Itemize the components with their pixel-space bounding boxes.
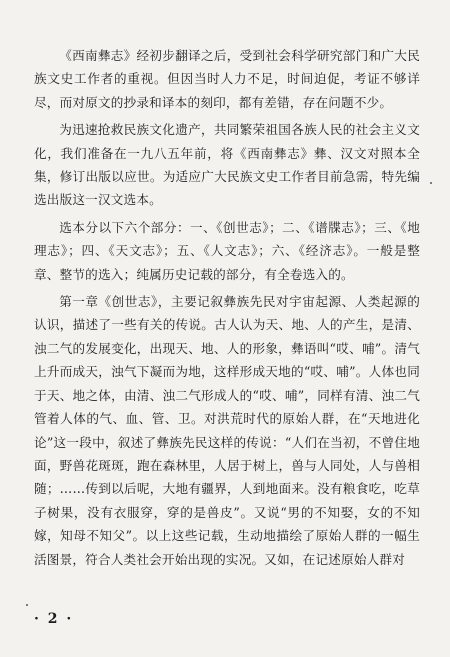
scan-speck — [430, 182, 432, 184]
paragraph-1: 《西南彝志》经初步翻译之后，受到社会科学研究部门和广大民族文史工作者的重视。但因当时人力不足，时间迫促，考证不够详尽，而对原文的抄录和译本的刻印，都有差错，存在问题不少。 — [34, 48, 420, 110]
scan-speck — [26, 604, 28, 606]
paragraph-4: 第一章《创世志》，主要记叙彝族先民对宇宙起源、人类起源的认识，描述了一些有关的传说。古人认为天、地、人的产生，是清、浊二气的发展变化，出现天、地、人的形象，彝语叫“哎、哺”。清气上升而成天，浊气下凝而为地，这样形成天地的“哎、哺”。人体也同于天、地之体，由清、浊二气形成人的“哎、哺”，同样有清、浊二气管着人体的气、血、管、卫。对洪荒时代的原始人群，在“天地进化论”这一段中，叙述了彝族先民这样的传说：“人们在当初，不曾住地面，野兽花斑斑，跑在森林里，人居于树上，兽与人同处，人与兽相随；……传到以后呢，大地有疆界，人到地面来。没有粮食吃，吃草子树果，没有衣服穿，穿的是兽皮”。又说“男的不知娶，女的不知嫁，知母不知父”。以上这些记载，生动地描绘了原始人群的一幅生活图景，符合人类社会开始出现的实况。又如，在记述原始人群对 — [34, 294, 420, 567]
document-body — [34, 44, 420, 575]
paragraph-3: 选本分以下六个部分：一、《创世志》；二、《谱牒志》；三、《地理志》；四、《天文志》；五、《人文志》；六、《经济志》。一般是整章、整节的选入；纯属历史记载的部分，有全卷选入的。 — [34, 219, 420, 282]
page-number: · 2 · — [34, 611, 74, 627]
paragraph-2: 为迅速抢救民族文化遗产，共同繁荣祖国各族人民的社会主义文化，我们准备在一九八五年前，将《西南彝志》彝、汉文对照本全集，修订出版以应世。为适应广大民族文史工作者目前急需，特先编选出版这一汉文选本。 — [34, 122, 420, 208]
